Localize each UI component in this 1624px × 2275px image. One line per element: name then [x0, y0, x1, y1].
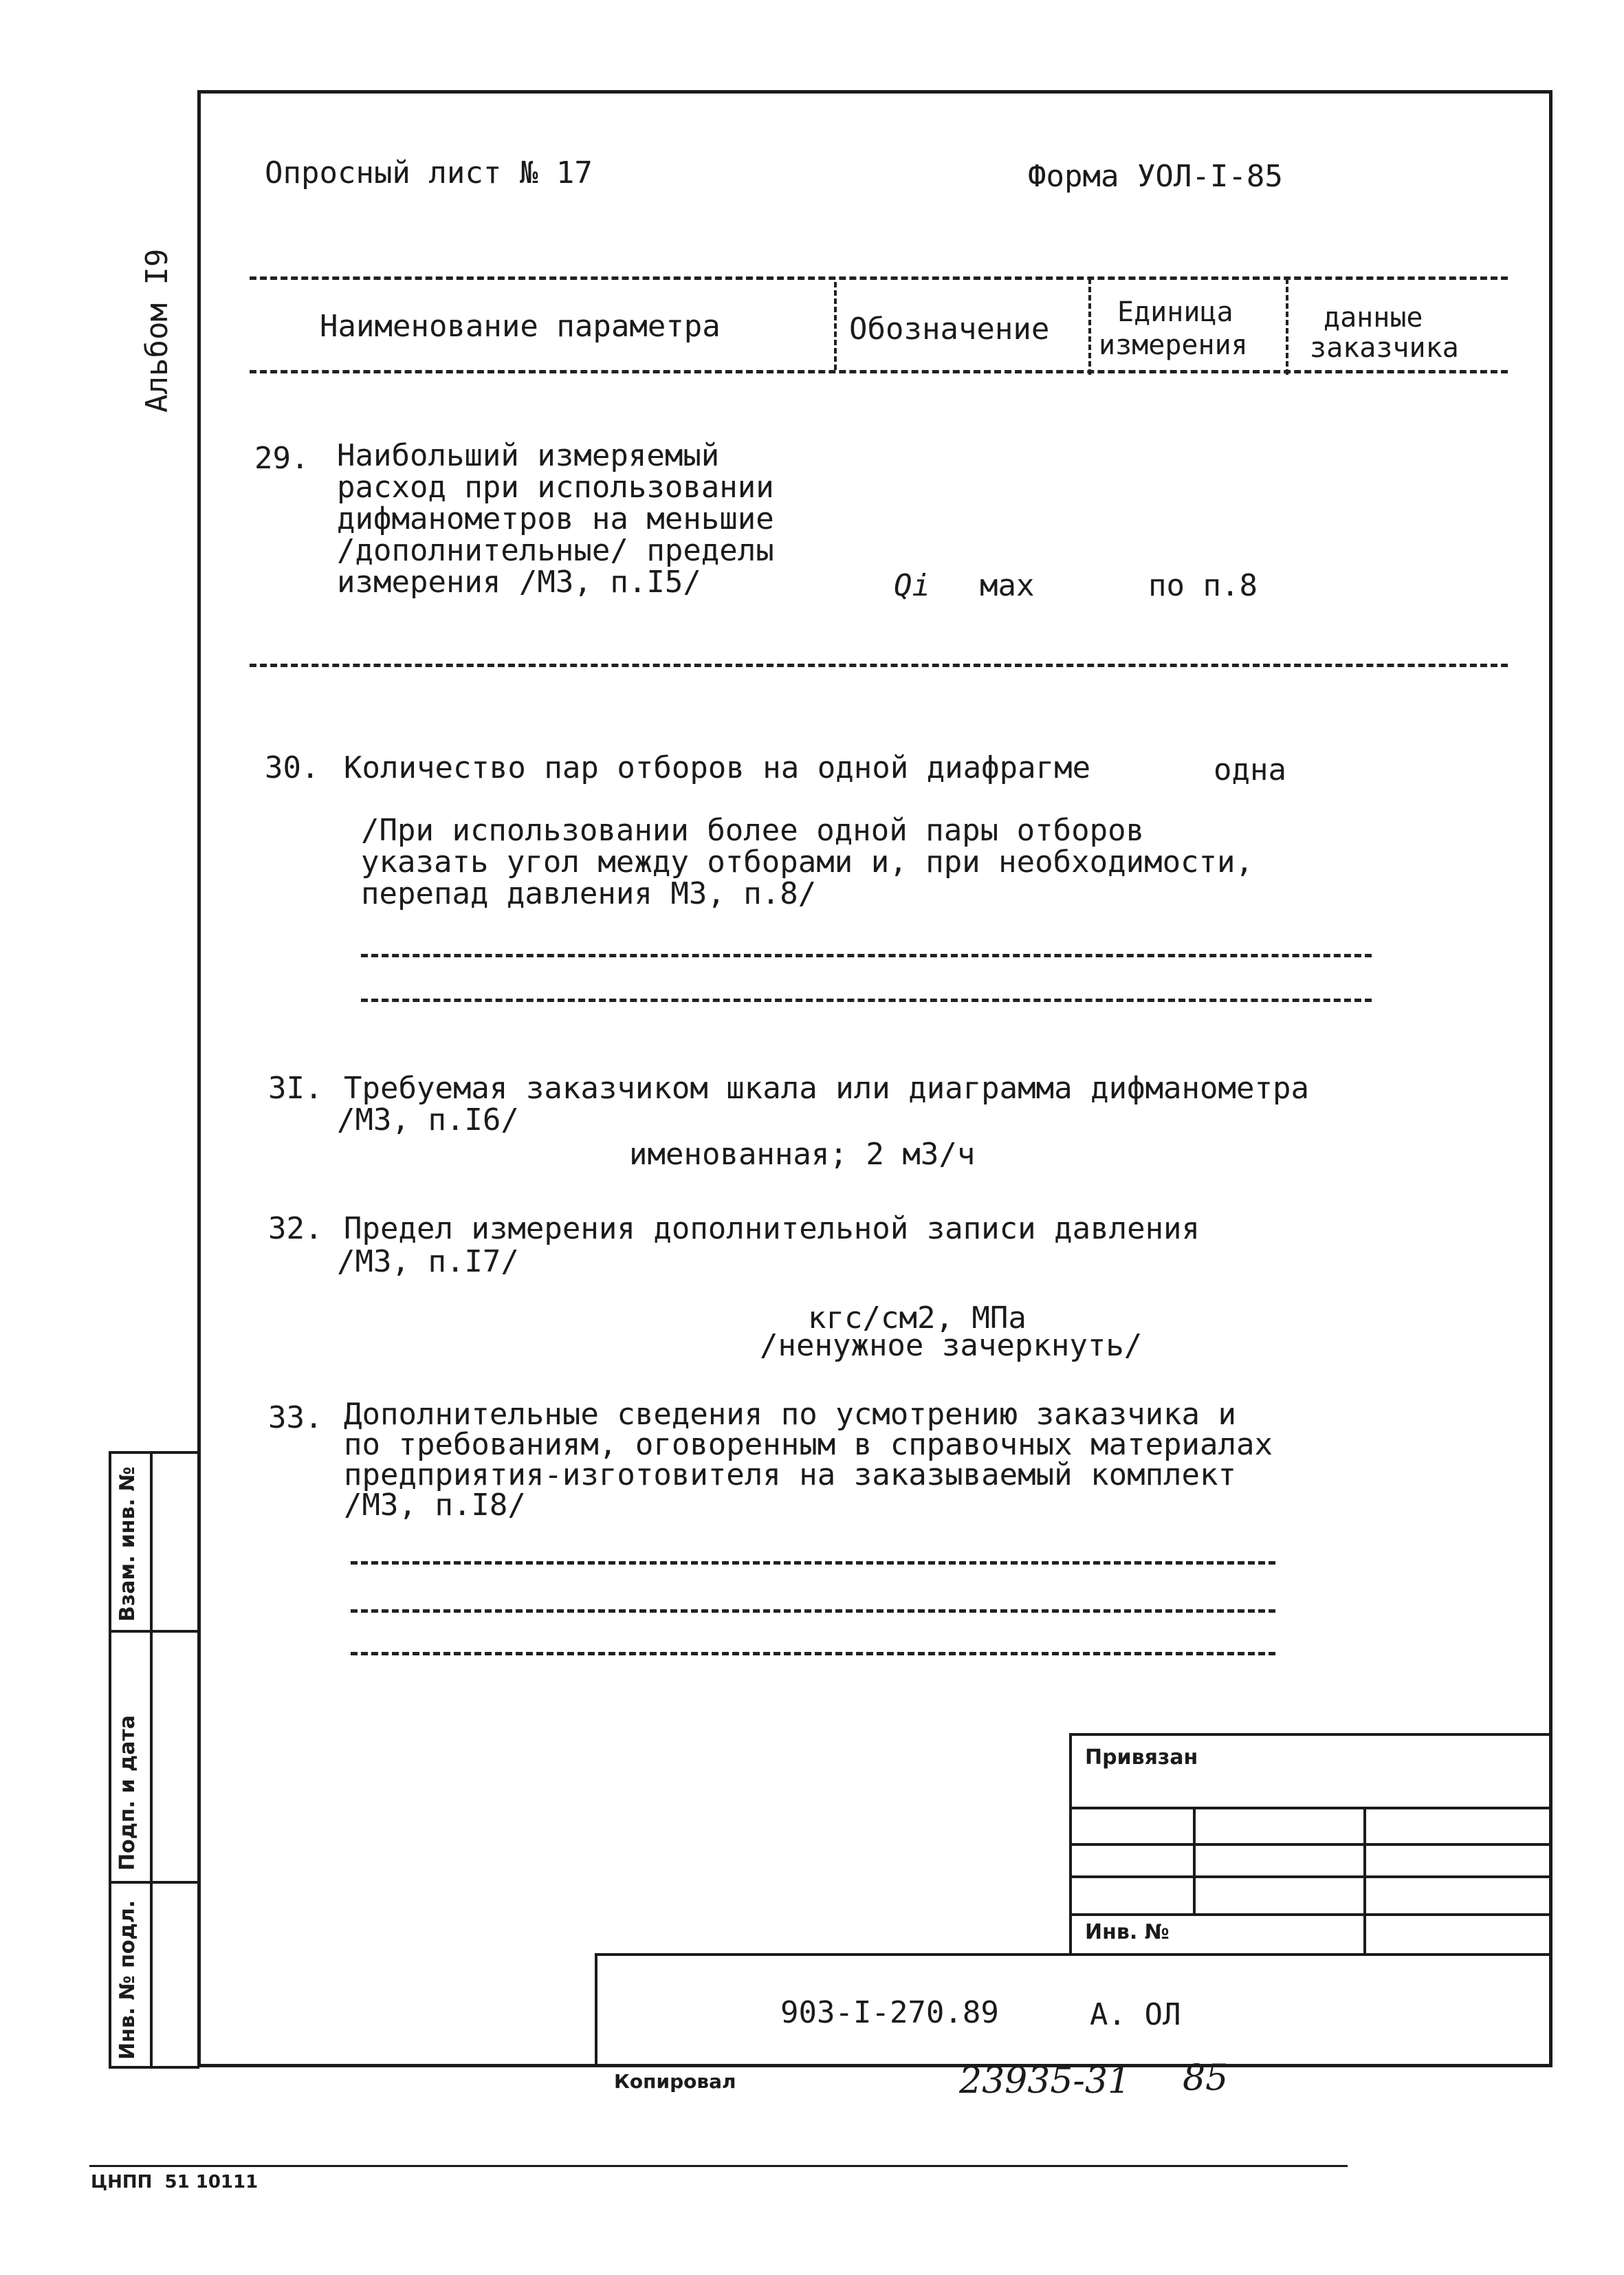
item-32-units: кгс/см2, МПа: [808, 1300, 1027, 1336]
item-33-number: 33.: [268, 1400, 323, 1435]
handwritten-number: 23935-31: [959, 2060, 1131, 2102]
item-33-rule-1: [351, 1561, 1275, 1565]
tb-col-2: [1363, 1807, 1366, 1953]
tb-inv-label: Инв. №: [1085, 1920, 1170, 1944]
item-29-rule: [250, 664, 1508, 667]
header-divider-3: [1286, 279, 1288, 375]
item-30-note: перепад давления МЗ, п.8/: [361, 876, 817, 911]
item-32-units-note: /ненужное зачеркнуть/: [760, 1328, 1143, 1363]
handwritten-sheet: 85: [1183, 2058, 1229, 2099]
side-stamp-cell-2: Подп. и дата: [116, 1715, 140, 1871]
item-29-designation-suffix: мах: [980, 568, 1035, 603]
item-30-value: одна: [1214, 752, 1286, 787]
doc-code: 903-I-270.89: [780, 1995, 999, 2030]
side-stamp-cell-1: Взам. инв. №: [116, 1466, 140, 1622]
item-31-text: Требуемая заказчиком шкала или диаграмма дифманометра: [344, 1071, 1309, 1106]
header-rule-bottom: [250, 370, 1508, 373]
item-32-number: 32.: [268, 1211, 323, 1246]
item-32-text: Предел измерения дополнительной записи давления: [344, 1211, 1200, 1246]
item-33-rule-3: [351, 1652, 1275, 1655]
header-divider-2: [1088, 279, 1091, 375]
item-30-rule-2: [361, 999, 1372, 1002]
item-29-line: /дополнительные/ пределы: [337, 533, 774, 568]
footer-print-code: ЦНПП 51 10111: [91, 2172, 259, 2192]
item-29-line: Наибольший измеряемый: [337, 438, 720, 473]
side-stamp-sep-2: [109, 1881, 198, 1884]
item-30-rule-1: [361, 954, 1372, 957]
sheet-mark: А. ОЛ: [1090, 1997, 1181, 2032]
item-31-ref: /МЗ, п.I6/: [337, 1102, 519, 1138]
col-header-unit-2: измерения: [1099, 329, 1248, 361]
tb-rule-4: [1069, 1875, 1550, 1878]
side-stamp-divider: [150, 1451, 153, 2069]
footer-rule: [89, 2165, 1348, 2167]
col-header-unit-1: Единица: [1117, 296, 1233, 328]
sheet-title: Опросный лист № 17: [265, 155, 593, 191]
tb-linked-label: Привязан: [1085, 1745, 1198, 1770]
side-stamp-cell-3: Инв. № подл.: [116, 1900, 140, 2060]
tb-rule-5: [1069, 1913, 1550, 1916]
header-rule-top: [250, 276, 1508, 280]
item-29-designation: Qi: [894, 568, 930, 603]
side-stamp-sep-1: [109, 1630, 198, 1633]
tb-col-1: [1193, 1807, 1196, 1913]
item-32-ref: /МЗ, п.I7/: [337, 1244, 519, 1279]
tb-rule-top: [1069, 1733, 1550, 1736]
item-33-rule-2: [351, 1609, 1275, 1613]
item-29-line: измерения /МЗ, п.I5/: [337, 565, 701, 600]
tb-doc-top: [595, 1953, 1550, 1956]
col-header-designation: Обозначение: [849, 312, 1050, 347]
item-30-text: Количество пар отборов на одной диафрагме: [344, 750, 1091, 785]
item-33-line: Дополнительные сведения по усмотрению заказчика и: [344, 1397, 1237, 1432]
tb-rule-2: [1069, 1807, 1550, 1809]
item-30-note: указать угол между отборами и, при необходимости,: [361, 845, 1254, 880]
form-code: Форма УОЛ-I-85: [1028, 159, 1283, 194]
item-29-number: 29.: [254, 441, 309, 476]
album-label: Альбом I9: [140, 248, 175, 413]
item-29-line: дифманометров на меньшие: [337, 501, 774, 536]
header-divider-1: [834, 282, 837, 370]
item-29-value: по п.8: [1148, 568, 1258, 603]
item-30-note: /При использовании более одной пары отборов: [361, 813, 1145, 848]
col-header-name: Наименование параметра: [320, 309, 721, 344]
item-30-number: 30.: [265, 750, 320, 785]
item-33-line: по требованиям, оговоренным в справочных материалах: [344, 1427, 1273, 1462]
item-31-number: 3I.: [268, 1071, 323, 1106]
item-31-value: именованная; 2 м3/ч: [629, 1137, 976, 1172]
tb-doc-left: [595, 1953, 597, 2067]
item-33-line: предприятия-изготовителя на заказываемый комплект: [344, 1457, 1237, 1492]
col-header-data-2: заказчика: [1310, 332, 1459, 364]
item-33-line: /МЗ, п.I8/: [344, 1488, 526, 1523]
col-header-data-1: данные: [1324, 302, 1423, 334]
tb-rule-3: [1069, 1843, 1550, 1846]
copied-label: Копировал: [614, 2070, 736, 2093]
item-29-line: расход при использовании: [337, 470, 774, 505]
